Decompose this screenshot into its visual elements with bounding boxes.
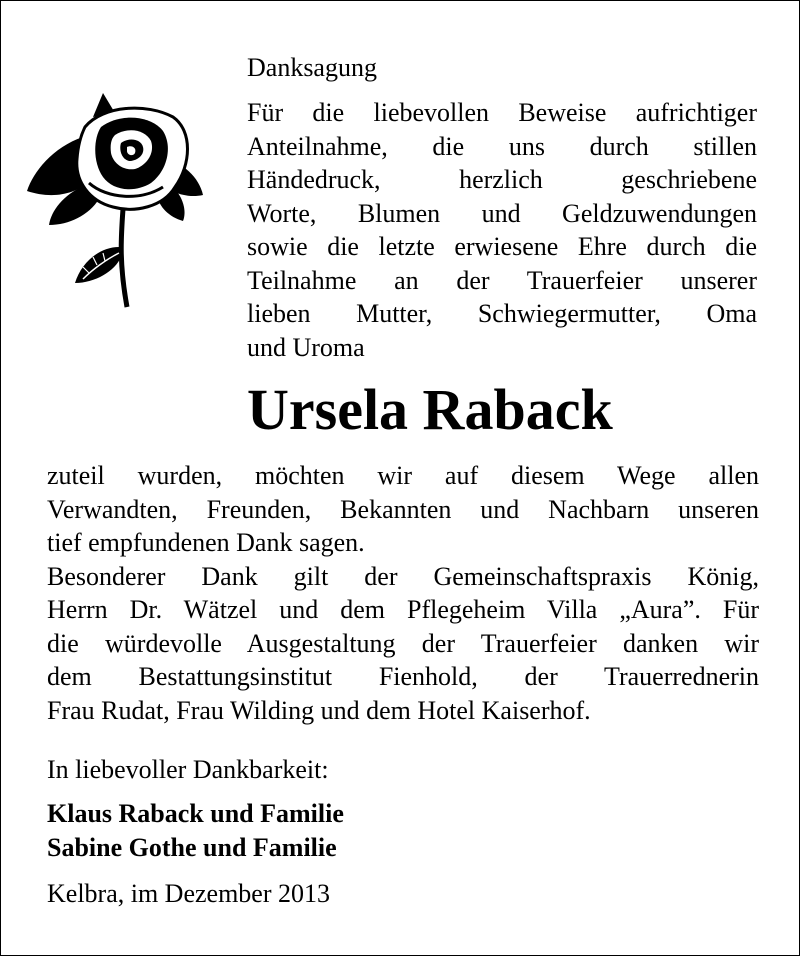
signature-line: Klaus Raback und Familie (47, 799, 344, 828)
intro-section (247, 51, 757, 364)
body-line: Verwandten, Freunden, Bekannten und Nachbarn unseren (47, 494, 759, 524)
body-text (47, 459, 759, 727)
body-line: Frau Rudat, Frau Wilding und dem Hotel Kaiserhof. (47, 695, 591, 725)
intro-line: Händedruck, herzlich geschriebene (247, 165, 757, 194)
body-line: tief empfundenen Dank sagen. (47, 528, 365, 557)
signatures (47, 797, 344, 864)
body-line: zuteil wurden, möchten wir auf diesem Wege allen (47, 461, 759, 490)
intro-line: Worte, Blumen und Geldzuwendungen (247, 198, 757, 228)
rose-icon (23, 87, 208, 312)
intro-text (247, 96, 757, 364)
closing-phrase: In liebevoller Dankbarkeit: (47, 755, 329, 784)
intro-line: Teilnahme an der Trauerfeier unserer (247, 265, 757, 295)
notice-heading: Danksagung (247, 53, 377, 82)
body-line: die würdevolle Ausgestaltung der Trauerfeier danken wir (47, 628, 759, 658)
place-date: Kelbra, im Dezember 2013 (47, 879, 331, 908)
intro-line: sowie die letzte erwiesene Ehre durch die (247, 232, 757, 261)
signature-line: Sabine Gothe und Familie (47, 832, 337, 862)
intro-line: lieben Mutter, Schwiegermutter, Oma (247, 299, 757, 328)
intro-line: Für die liebevollen Beweise aufrichtiger (247, 98, 757, 127)
body-line: dem Bestattungsinstitut Fienhold, der Trauerrednerin (47, 662, 759, 691)
body-line: Herrn Dr. Wätzel und dem Pflegeheim Villa „Aura”. Für (47, 595, 759, 624)
deceased-name: Ursela Raback (247, 377, 613, 442)
intro-line: und Uroma (247, 332, 365, 362)
body-line: Besonderer Dank gilt der Gemeinschaftspraxis König, (47, 561, 759, 591)
intro-line: Anteilnahme, die uns durch stillen (247, 131, 757, 161)
